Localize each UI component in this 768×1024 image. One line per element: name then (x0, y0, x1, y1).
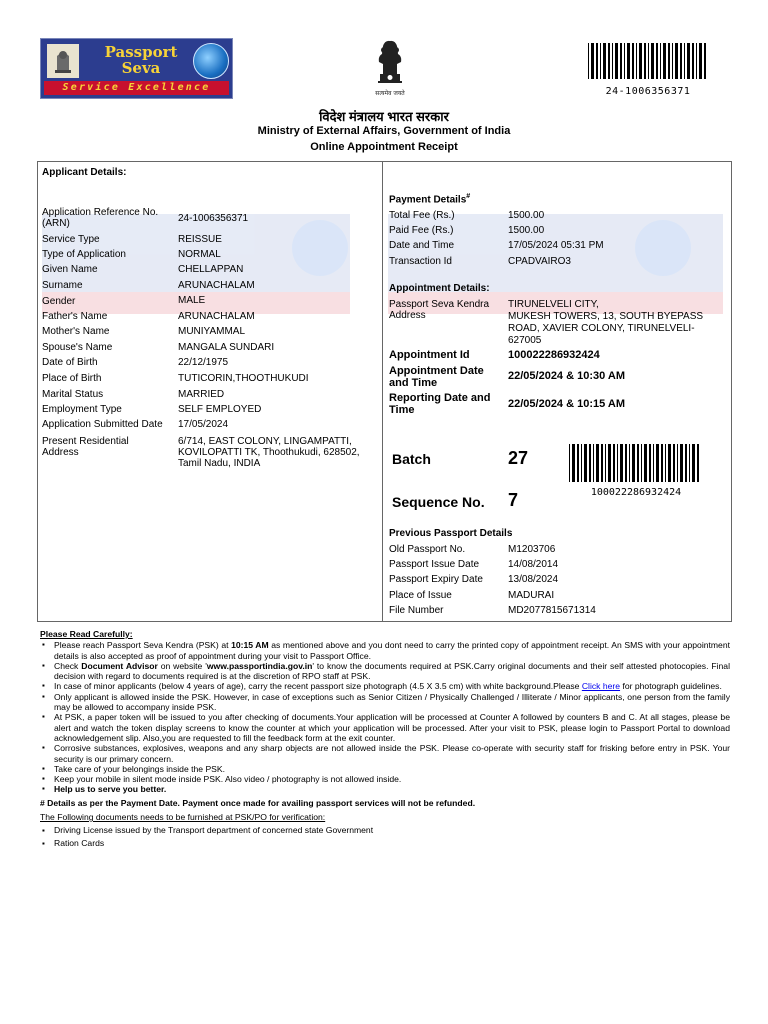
father-label: Father's Name (42, 311, 108, 322)
emblem-motto: सत्यमेव जयते (375, 90, 405, 97)
appointment-heading: Appointment Details: (389, 283, 490, 294)
appointment-date-value: 22/05/2024 & 10:30 AM (508, 370, 625, 382)
dob-label: Date of Birth (42, 357, 98, 368)
batch-label: Batch (392, 451, 431, 467)
psk-address-line-1: TIRUNELVELI CITY, (508, 299, 599, 310)
total-fee-label: Total Fee (Rs.) (389, 210, 455, 221)
appointment-date-label: Appointment Date and Time (389, 365, 484, 389)
arn-value: 24-1006356371 (178, 213, 249, 224)
payment-datetime-value: 17/05/2024 05:31 PM (508, 240, 604, 251)
instruction-item: ▪ Corrosive substances, explosives, weapons and any sharp objects are not allowed inside the PSK. Please co-operate with security staff for frisking before entry in PSK. Your security is our primary concern. (54, 743, 730, 764)
instructions-section (40, 629, 730, 850)
address-label: Present Residential Address (42, 436, 129, 458)
logo-tagline: Service Excellence (44, 81, 229, 95)
barcode-arn-text: 24-1006356371 (605, 86, 691, 97)
mother-value: MUNIYAMMAL (178, 326, 246, 337)
payment-datetime-label: Date and Time (389, 240, 455, 251)
psk-address-line-4: 627005 (508, 335, 542, 346)
arn-label: Application Reference No. (ARN) (42, 207, 159, 229)
header-hindi: विदेश मंत्रालय भारत सरकार (319, 109, 449, 124)
applicant-heading: Applicant Details: (42, 167, 127, 178)
instruction-item: ▪ Check Document Advisor on website 'www.passportindia.gov.in' to know the documents required at PSK.Carry original documents and their self attested photocopies. Final decision with regard to documents required is at the discretion of RPO staff at PSK. (54, 661, 730, 682)
globe-icon (193, 43, 229, 79)
sequence-label: Sequence No. (392, 494, 485, 510)
batch-value: 27 (508, 448, 529, 468)
national-emblem-icon (371, 40, 409, 100)
submitted-value: 17/05/2024 (178, 419, 229, 430)
file-number-value: MD2077815671314 (508, 605, 596, 616)
psk-address-line-3: ROAD, XAVIER COLONY, TIRUNELVELI- (508, 323, 695, 334)
address-line-2: KOVILOPATTI TK, Thoothukudi, 628502, (178, 447, 360, 458)
instruction-item: ▪ Please reach Passport Seva Kendra (PSK) at 10:15 AM as mentioned above and you dont need to carry the printed copy of appointment receipt. An SMS with your appointment details is also accepted as proof of appointment during your visit to Passport Office. (54, 640, 730, 661)
mother-label: Mother's Name (42, 326, 110, 337)
dob-value: 22/12/1975 (178, 357, 229, 368)
emblem-icon (47, 44, 79, 78)
app-type-value: NORMAL (178, 249, 221, 260)
barcode-appointment-text: 100022286932424 (590, 487, 682, 498)
barcode-arn (588, 43, 708, 79)
address-line-3: Tamil Nadu, INDIA (178, 458, 261, 469)
spouse-label: Spouse's Name (42, 342, 113, 353)
instruction-item: ▪ Keep your mobile in silent mode inside PSK. Also video / photography is not allowed inside. (54, 774, 730, 784)
receipt-details-box (37, 161, 732, 622)
documents-list (40, 824, 730, 850)
given-name-value: CHELLAPPAN (178, 264, 244, 275)
page-title: Online Appointment Receipt (310, 141, 458, 153)
logo-brand-text: Passport Seva (104, 43, 178, 77)
documents-title: The Following documents needs to be furnished at PSK/PO for verification: (40, 812, 326, 823)
spouse-value: MANGALA SUNDARI (178, 342, 275, 353)
paid-fee-label: Paid Fee (Rs.) (389, 225, 454, 236)
surname-label: Surname (42, 280, 83, 291)
issue-date-value: 14/08/2014 (508, 559, 559, 570)
psk-address-label: Passport Seva Kendra Address (389, 299, 490, 321)
header-ministry: Ministry of External Affairs, Government of India (257, 125, 511, 137)
service-type-label: Service Type (42, 234, 100, 245)
gender-value: MALE (178, 295, 206, 306)
reporting-date-value: 22/05/2024 & 10:15 AM (508, 398, 625, 410)
employment-label: Employment Type (42, 404, 122, 415)
app-type-label: Type of Application (42, 249, 126, 260)
employment-value: SELF EMPLOYED (178, 404, 262, 415)
submitted-label: Application Submitted Date (42, 419, 163, 430)
passport-seva-logo (40, 38, 233, 99)
barcode-appointment (569, 444, 703, 482)
issue-date-label: Passport Issue Date (389, 559, 480, 570)
payment-note: # Details as per the Payment Date. Payment once made for availing passport services will not be refunded. (40, 797, 476, 808)
pob-value: TUTICORIN,THOOTHUKUDI (178, 373, 309, 384)
appointment-id-value: 100022286932424 (508, 349, 600, 361)
column-divider (382, 161, 383, 622)
previous-passport-heading: Previous Passport Details (389, 528, 513, 539)
document-item: ▪ Driving License issued by the Transport department of concerned state Government (54, 824, 730, 837)
service-type-value: REISSUE (178, 234, 222, 245)
instruction-item: ▪ Help us to serve you better. (54, 784, 730, 794)
instruction-item: ▪ In case of minor applicants (below 4 years of age), carry the recent passport size photograph (4.5 X 3.5 cm) with white background.Please Click here for photograph guidelines. (54, 681, 730, 691)
old-passport-value: M1203706 (508, 544, 556, 555)
pob-label: Place of Birth (42, 373, 102, 384)
sequence-value: 7 (508, 490, 519, 510)
payment-heading: Payment Details# (389, 193, 471, 206)
total-fee-value: 1500.00 (508, 210, 545, 221)
reporting-date-label: Reporting Date and Time (389, 392, 491, 416)
expiry-date-label: Passport Expiry Date (389, 574, 483, 585)
transaction-id-label: Transaction Id (389, 256, 452, 267)
place-of-issue-value: MADURAI (508, 590, 555, 601)
place-of-issue-label: Place of Issue (389, 590, 452, 601)
instruction-item: ▪ Only applicant is allowed inside the PSK. However, in case of exceptions such as Senior Citizen / Physically Challenged / Illiterate / Minor applicants, one person from the family may be allowed to accompany inside PSK. (54, 692, 730, 713)
marital-value: MARRIED (178, 389, 225, 400)
appointment-id-label: Appointment Id (389, 349, 470, 361)
instructions-list (40, 640, 730, 794)
father-value: ARUNACHALAM (178, 311, 255, 322)
given-name-label: Given Name (42, 264, 98, 275)
gender-label: Gender (42, 296, 76, 307)
instruction-item: ▪ Take care of your belongings inside the PSK. (54, 764, 730, 774)
instruction-item: ▪ At PSK, a paper token will be issued to you after checking of documents.Your application will be processed at Counter A followed by counters B and C. At all stages, please be alert and watch the token display screens to know the counter at which your application will be processed. After your visit to PSK, please login to Passport Portal to download acknowledgement slip. Also,you are requested to fill the feedback form at the exit counter. (54, 712, 730, 743)
expiry-date-value: 13/08/2024 (508, 574, 559, 585)
paid-fee-value: 1500.00 (508, 225, 545, 236)
address-line-1: 6/714, EAST COLONY, LINGAMPATTI, (178, 436, 352, 447)
psk-address-line-2: MUKESH TOWERS, 13, SOUTH BYEPASS (508, 311, 704, 322)
document-item: ▪ Ration Cards (54, 837, 730, 850)
instructions-title: Please Read Carefully: (40, 629, 133, 639)
file-number-label: File Number (389, 605, 444, 616)
photo-guidelines-link[interactable]: Click here (581, 681, 621, 692)
marital-label: Marital Status (42, 389, 104, 400)
surname-value: ARUNACHALAM (178, 280, 255, 291)
old-passport-label: Old Passport No. (389, 544, 466, 555)
transaction-id-value: CPADVAIRO3 (508, 256, 571, 267)
